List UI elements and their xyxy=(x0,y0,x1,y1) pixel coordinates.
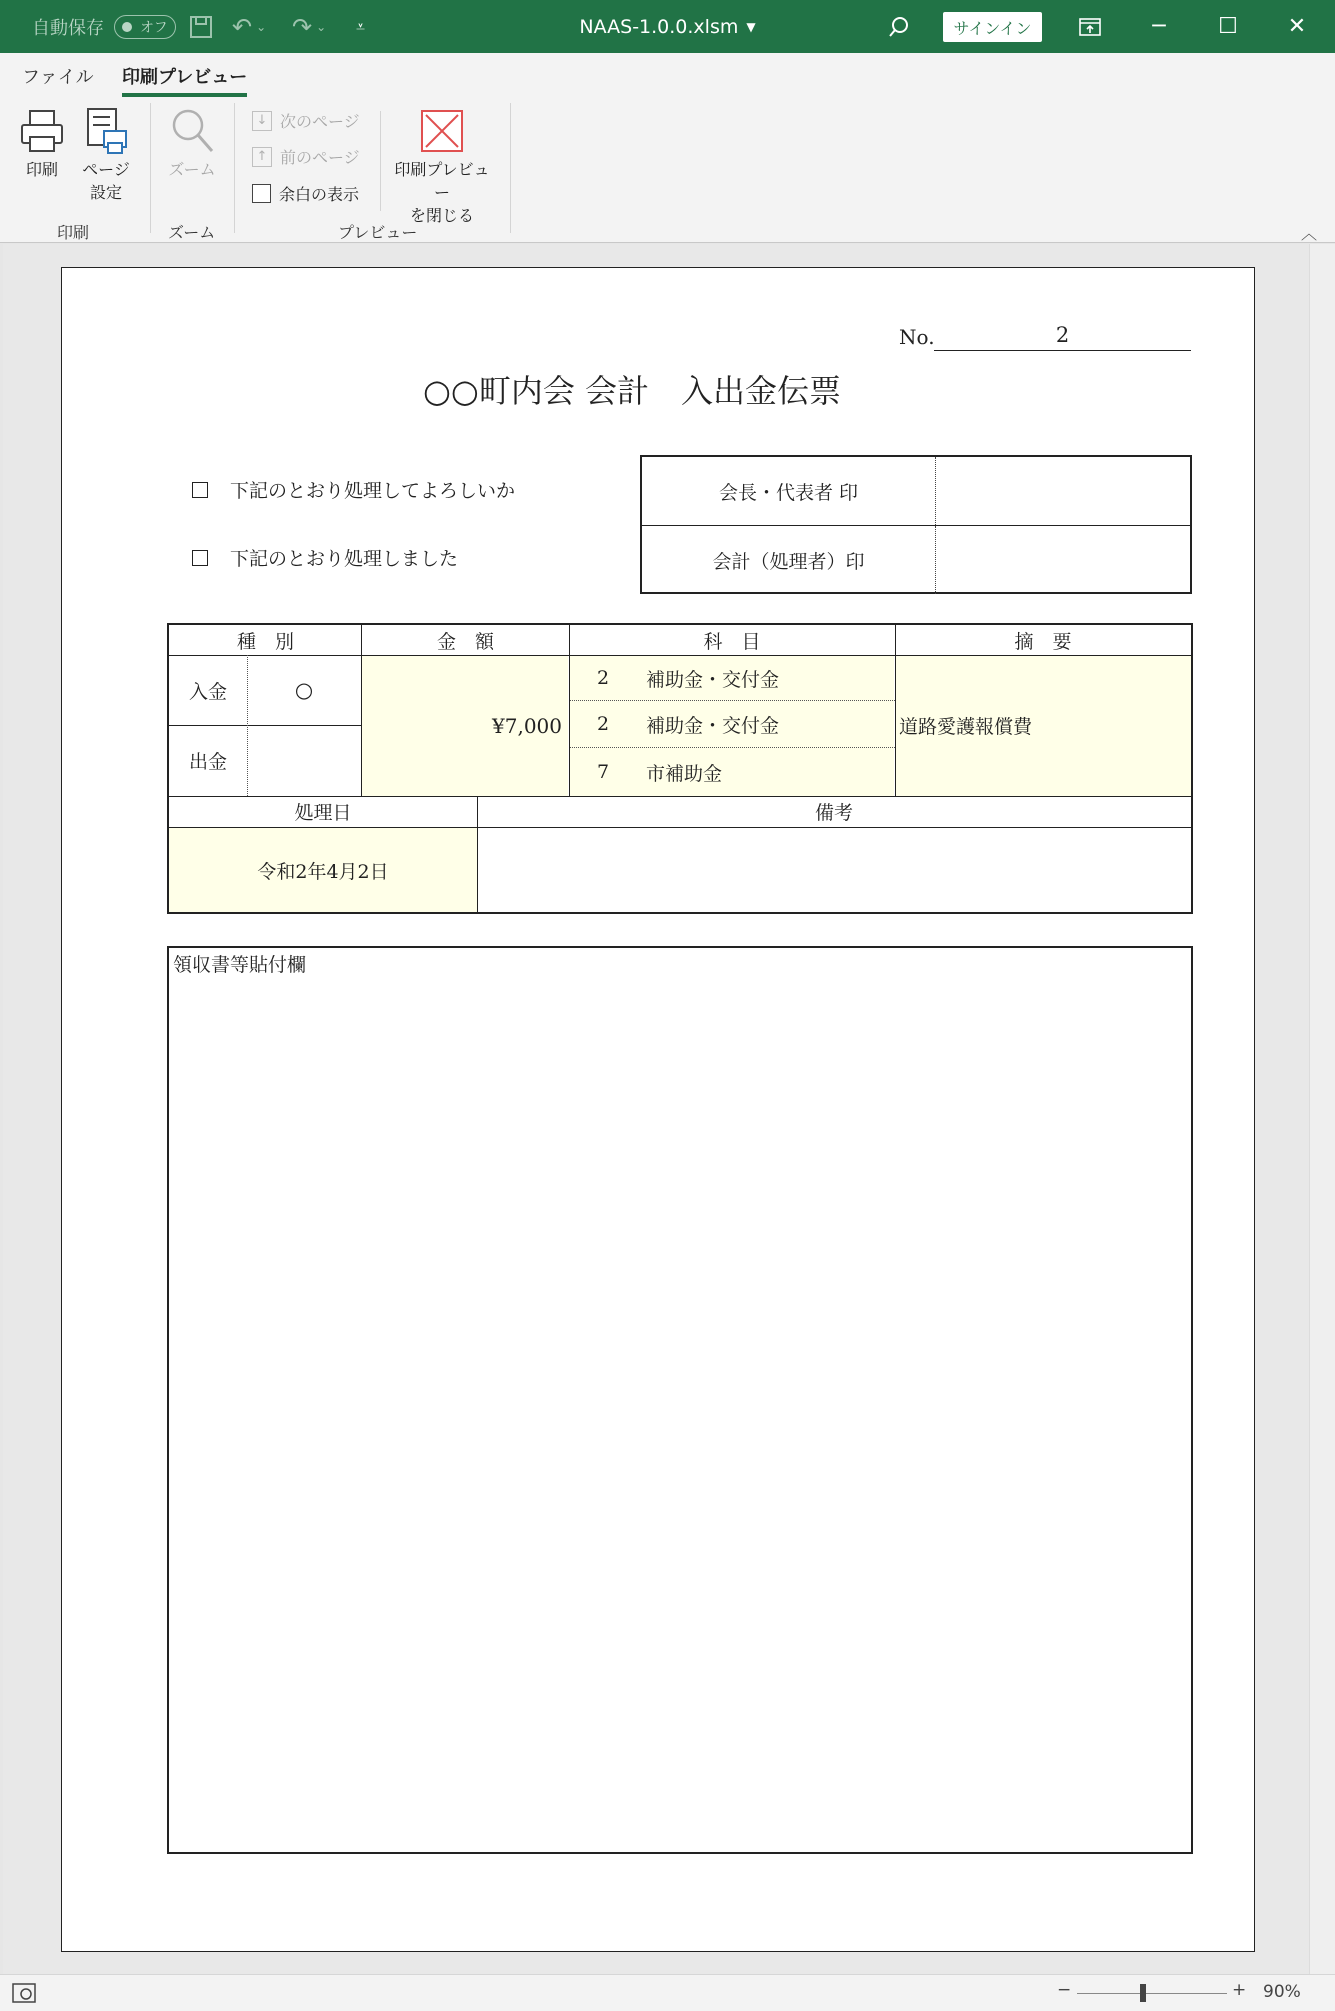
autosave-control[interactable] xyxy=(32,0,176,53)
ribbon-display-icon[interactable] xyxy=(1056,0,1124,53)
group-separator xyxy=(150,103,151,233)
group-separator xyxy=(510,103,511,233)
receipt-box xyxy=(167,946,1193,1854)
check-line-done: 下記のとおり処理しました xyxy=(192,544,458,571)
header-date: 処理日 xyxy=(294,802,352,824)
redo-icon[interactable]: ↷ ⌄ xyxy=(292,12,327,41)
subject-name: 市補助金 xyxy=(646,762,723,785)
check-line-request: 下記のとおり処理してよろしいか xyxy=(192,476,515,503)
preview-page xyxy=(61,267,1255,1952)
slip-number: 2 xyxy=(934,323,1191,351)
stamp-label-chairman: 会長・代表者 印 xyxy=(642,457,936,525)
summary-value: 道路愛護報償費 xyxy=(899,716,1033,738)
group-label-zoom: ズーム xyxy=(168,223,216,242)
subject-row xyxy=(570,701,895,747)
tab-file[interactable]: ファイル xyxy=(22,67,94,88)
subject-code: 2 xyxy=(596,713,610,735)
autosave-toggle[interactable] xyxy=(114,15,176,39)
maximize-icon[interactable]: ☐ xyxy=(1218,14,1238,39)
stamp-row-accountant xyxy=(642,525,1190,594)
toggle-dot-icon xyxy=(122,22,132,32)
next-page-button[interactable]: ↓ 次のページ xyxy=(252,109,360,132)
subject-name: 補助金・交付金 xyxy=(646,668,780,691)
printer-icon xyxy=(18,107,66,155)
print-preview-area[interactable] xyxy=(3,244,1309,1974)
autosave-label: 自動保存 xyxy=(32,17,104,39)
stamp-label-accountant: 会計（処理者）印 xyxy=(642,526,936,594)
print-button[interactable] xyxy=(18,107,66,181)
receipt-label: 領収書等貼付欄 xyxy=(173,954,307,976)
undo-icon[interactable]: ↶ ⌄ xyxy=(232,12,267,41)
close-preview-button[interactable] xyxy=(390,107,494,227)
autosave-state: オフ xyxy=(140,19,168,36)
group-label-print: 印刷 xyxy=(57,223,90,242)
file-name[interactable]: NAAS-1.0.0.xlsm ▼ xyxy=(579,15,756,38)
close-icon[interactable]: ✕ xyxy=(1287,14,1307,39)
subject-code: 2 xyxy=(596,667,610,689)
page-setup-button[interactable] xyxy=(82,107,130,204)
zoom-slider-thumb[interactable] xyxy=(1140,1984,1146,2002)
checkbox-icon xyxy=(252,184,271,203)
status-bar xyxy=(0,1974,1335,2011)
ribbon-tabs xyxy=(0,53,1335,97)
close-preview-label-2: を閉じる xyxy=(409,206,474,225)
stamp-box xyxy=(640,455,1192,594)
signin-button[interactable]: サインイン xyxy=(943,12,1042,42)
prev-page-button[interactable]: ↑ 前のページ xyxy=(252,145,360,168)
subject-row xyxy=(570,655,895,701)
zoom-out-button[interactable]: − xyxy=(1057,1980,1072,2000)
collapse-ribbon-icon[interactable]: ︿ xyxy=(1300,224,1317,243)
page-setup-label-2: 設定 xyxy=(89,183,122,202)
amount-value: ¥7,000 xyxy=(492,713,562,738)
subject-code: 7 xyxy=(596,761,610,783)
arrow-up-icon: ↑ xyxy=(252,147,272,167)
group-label-preview: プレビュー xyxy=(338,223,418,242)
zoom-button[interactable] xyxy=(168,107,216,181)
date-value: 令和2年4月2日 xyxy=(257,860,389,883)
header-subject: 科 目 xyxy=(703,630,761,653)
expense-label: 出金 xyxy=(188,751,227,773)
close-preview-icon xyxy=(418,107,466,155)
show-margins-checkbox[interactable]: 余白の表示 xyxy=(252,182,359,205)
header-remarks: 備考 xyxy=(814,802,853,824)
minimize-icon[interactable]: ─ xyxy=(1152,14,1166,39)
macro-record-icon[interactable] xyxy=(12,1983,36,2008)
zoom-in-button[interactable]: + xyxy=(1232,1980,1247,2000)
subject-row xyxy=(570,748,895,796)
search-icon[interactable] xyxy=(888,0,910,53)
title-bar xyxy=(0,0,1335,53)
checkbox-square-icon xyxy=(192,482,208,498)
save-icon[interactable] xyxy=(188,0,214,53)
vertical-scrollbar[interactable] xyxy=(1309,244,1335,1974)
magnifier-icon xyxy=(168,107,216,155)
subject-name: 補助金・交付金 xyxy=(646,714,780,737)
page-setup-icon xyxy=(82,107,130,155)
no-label: No. xyxy=(899,325,935,349)
zoom-level[interactable]: 90% xyxy=(1263,1982,1301,2002)
header-type: 種 別 xyxy=(236,630,294,653)
group-separator xyxy=(234,103,235,233)
print-label: 印刷 xyxy=(25,160,58,179)
document-title: ○○町内会 会計 入出金伝票 xyxy=(422,372,842,410)
header-summary: 摘 要 xyxy=(1014,630,1072,653)
checkbox-square-icon xyxy=(192,550,208,566)
income-mark: ○ xyxy=(294,678,314,702)
zoom-label: ズーム xyxy=(168,160,216,179)
income-label: 入金 xyxy=(188,680,227,703)
arrow-down-icon: ↓ xyxy=(252,111,272,131)
tab-print-preview[interactable]: 印刷プレビュー xyxy=(122,61,247,91)
customize-qat-icon[interactable]: ⩡ xyxy=(356,16,366,36)
stamp-row-chairman xyxy=(642,457,1190,525)
header-amount: 金 額 xyxy=(436,630,494,653)
filename-dropdown-icon: ▼ xyxy=(746,19,756,34)
zoom-slider[interactable] xyxy=(1077,1993,1227,1994)
close-preview-label: 印刷プレビュー xyxy=(394,160,490,202)
ribbon xyxy=(0,97,1335,243)
slip-table xyxy=(167,623,1193,914)
group-separator xyxy=(380,111,381,211)
page-setup-label: ページ xyxy=(82,160,130,179)
